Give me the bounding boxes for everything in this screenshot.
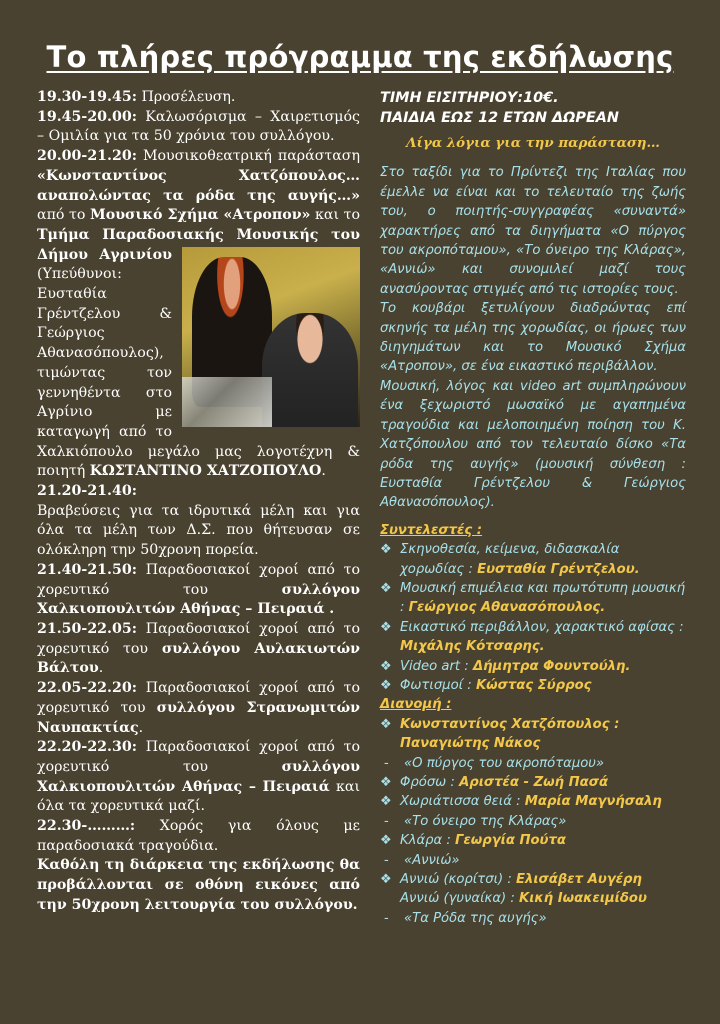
schedule-text: Καλωσόρισμα – Χαιρετισμός – Ομιλία για τα 50 χρόνια του συλλόγου. [37,108,360,145]
credit-item [380,540,686,579]
schedule-text: από το [37,207,91,224]
bullet-icon: ❖ [380,580,392,596]
page-title: Το πλήρες πρόγραμμα της εκδήλωσης [46,40,674,74]
story-title: «Αννιώ» [404,852,460,868]
story-item [380,754,686,773]
bullet-icon: ❖ [380,775,392,790]
credit-role: Σκηνοθεσία, κείμενα, διδασκαλία χορωδίας : [400,542,620,577]
cast-role: Χωριάτισσα θειά : [400,794,525,810]
cast-list [380,715,686,928]
story-item [380,812,686,831]
cast-item [380,715,686,754]
bullet-icon: ❖ [380,872,392,888]
schedule-time: 19.45-20.00: [37,108,137,125]
credit-name: Κώστας Σύρρος [475,677,592,693]
dash-icon: - [384,755,389,771]
cast-name: Ελισάβετ Αυγέρη [516,872,642,888]
cast-item [380,831,686,850]
schedule-item [37,817,360,856]
about-paragraph: Μουσική, λόγος και video art συμπληρώνουν ένα ξεχωριστό μωσαϊκό με αγαπημένα τραγούδια και μελοποιημένη ποίηση του Κ. Χατζόπουλου από τον τελευταίο δίσκο «Τα ρόδα της αυγής» (μουσική σύνθεση : Ευσταθία Γρέντζελου & Γεώργιος Αθανασόπουλος). [380,378,686,511]
bullet-icon: ❖ [380,716,392,732]
credit-item [380,657,686,676]
credit-name: Δήμητρα Φουντούλη. [472,658,631,674]
cast-role: Αννιώ (κορίτσι) : [400,872,517,888]
credit-name: Γεώργιος Αθανασόπουλος. [408,600,606,616]
credit-name: Ευσταθία Γρέντζελου. [477,561,640,577]
schedule-text: . [321,463,326,480]
cast-item [380,773,686,792]
bullet-icon: ❖ [380,658,392,674]
credit-name: Μιχάλης Κότσαρης. [400,639,545,655]
dash-icon: - [384,852,389,868]
schedule-text: Παραδοσιακοί χοροί από το χορευτικό του [37,680,360,716]
cast-heading: Διανομή : [380,697,452,713]
credit-item [380,579,686,618]
dash-icon: - [384,910,389,926]
kids-free: ΠΑΙΔΙΑ ΕΩΣ 12 ΕΤΩΝ ΔΩΡΕΑΝ [380,110,619,126]
cast-role: Αννιώ (γυναίκα) : [400,891,519,907]
schedule-text: . [138,719,144,736]
club-name: συλλόγου Στρανωμιτών Ναυπακτίας [37,699,360,736]
credit-item [380,676,686,695]
schedule-time: 21.50-22.05: [37,620,137,637]
cast-name: Μαρία Μαγνήσαλη [524,794,662,810]
sketch-art [182,377,272,427]
bullet-icon: ❖ [380,619,392,635]
schedule-text: . [98,660,104,677]
bullet-icon: ❖ [380,794,392,810]
schedule-text: Μουσικοθεατρική παράσταση [136,148,360,165]
schedule-item [37,482,360,502]
bullet-icon: ❖ [380,542,392,558]
bullet-icon: ❖ [380,677,392,693]
schedule-item [37,88,360,108]
schedule-text: Βραβεύσεις για τα ιδρυτικά μέλη και για όλα τα μέλη των Δ.Σ. που θήτευσαν σε ολόκληρη την 50χρονη πορεία. [37,502,360,559]
schedule-text: Παραδοσιακοί χοροί από το χορευτικό του [37,620,360,657]
schedule-text: Χορός για όλους με παραδοσιακά τραγούδια. [37,818,360,854]
credits-list [380,540,686,695]
about-paragraph: Το κουβάρι ξετυλίγουν διαδρώντας επί σκηνής τα μέλη της χορωδίας, οι ήρωες των διηγημάτων και το Μουσικό Σχήμα «Ατροπον», σε ένα εικαστικό περιβάλλον. [380,301,686,375]
credit-item [380,618,686,657]
cast-name: Γεωργία Πούτα [455,833,566,849]
info-column [380,88,686,928]
club-name: συλλόγου Χαλκιοπουλιτών Αθήνας – Πειραιά [37,758,360,795]
schedule-text: Παραδοσιακοί χοροί από το χορευτικό του [37,561,360,598]
cast-name: Αριστέα - Ζωή Πασά [459,775,609,790]
performers-photo [182,247,360,427]
cast-name: Κική Ιωακειμίδου [519,891,647,907]
schedule-item [37,738,360,817]
ensemble-name: Μουσικό Σχήμα «Ατροπον» [90,207,311,224]
play-title: «Κωνσταντίνος Χατζόπουλος… αναπολώντας τα ρόδα της αυγής…» [37,167,360,204]
cast-role: Φρόσω : [400,775,460,790]
schedule-text: Παραδοσιακοί χοροί από το χορευτικό του [37,739,360,775]
schedule-text: και όλα τα χορευτικά μαζί. [37,778,361,815]
schedule-item [37,620,360,679]
bullet-icon: ❖ [380,833,392,849]
closing-note [37,856,360,915]
cast-role: Κλάρα : [400,833,456,849]
schedule-time: 22.20-22.30: [37,739,137,756]
about-paragraph: Στο ταξίδι για το Πρίντεζι της Ιταλίας που έμελλε να είναι και το τελευταίο της ζωής του, ο ποιητής-συγγραφέας «συναντά» χαρακτήρες από τα διηγήματα «Ο πύργος του ακροπόταμου», «Το όνειρο της Κλάρας», «Αννιώ» και συνομιλεί μαζί τους ανασύροντας στιγμές από τις ιστορίες τους. [380,165,686,297]
story-title: «Ο πύργος του ακροπόταμου» [404,755,605,771]
story-title: «Τα Ρόδα της αυγής» [404,910,547,926]
schedule-item [37,147,360,482]
schedule-time: 21.20-21.40: [37,483,137,500]
schedule-time: 20.00-21.20: [37,148,137,165]
dash-icon: - [384,813,389,829]
schedule-text: και το [310,207,361,224]
credit-role: Video art : [400,658,473,674]
cast-item [380,792,686,811]
schedule-time: 22.05-22.20: [37,680,137,697]
cast-item [380,870,686,909]
music-dept-name: Τμήμα Παραδοσιακής Μουσικής του Δήμου Αγρινίου [37,226,360,263]
schedule-item [37,108,360,147]
schedule-item [37,561,360,620]
schedule-time: 21.40-21.50: [37,561,137,578]
schedule-time: 22.30-………: [37,818,136,835]
schedule-time: 19.30-19.45: [37,89,137,105]
story-item [380,909,686,928]
schedule-item [37,502,360,561]
credit-role: Μουσική επιμέλεια και πρωτότυπη μουσική : [400,580,686,616]
credits-heading: Συντελεστές : [380,522,483,538]
schedule-item [37,679,360,738]
schedule-text: Προσέλευση. [136,89,236,105]
story-title: «Το όνειρο της Κλάρας» [404,813,567,829]
credit-role: Εικαστικό περιβάλλον, χαρακτικό αφίσας : [400,619,684,635]
cast-lead: Κωνσταντίνος Χατζόπουλος : Παναγιώτης Νάκος [400,716,620,752]
schedule-text: (Υπεύθυνοι: Ευσταθία Γρέντζελου & Γεώργιος Αθανασόπουλος), τιμώντας τον γεννηθέντα στο Αγρίνιο με καταγωγή από το Χαλκιόπουλο μεγάλο μας λογοτέχνη & ποιητή [37,266,360,480]
ticket-price: ΤΙΜΗ ΕΙΣΙΤΗΡΙΟΥ:10€. [380,90,559,106]
musician-figure [262,313,358,427]
closing-text: Καθόλη τη διάρκεια της εκδήλωσης θα προβάλλονται σε οθόνη εικόνες από την 50χρονη λειτουργία του συλλόγου. [37,857,360,913]
honoree-name: ΚΩΣΤΑΝΤΙΝΟ ΧΑΤΖΟΠΟΥΛΟ [89,463,322,480]
club-name: συλλόγου Χαλκιοπουλιτών Αθήνας – Πειραιά . [37,581,360,618]
about-heading: Λίγα λόγια για την παράσταση… [406,135,660,151]
credit-role: Φωτισμοί : [400,677,476,693]
schedule-column [37,88,360,916]
club-name: συλλόγου Αυλακιωτών Βάλτου [37,640,361,677]
story-item [380,851,686,870]
